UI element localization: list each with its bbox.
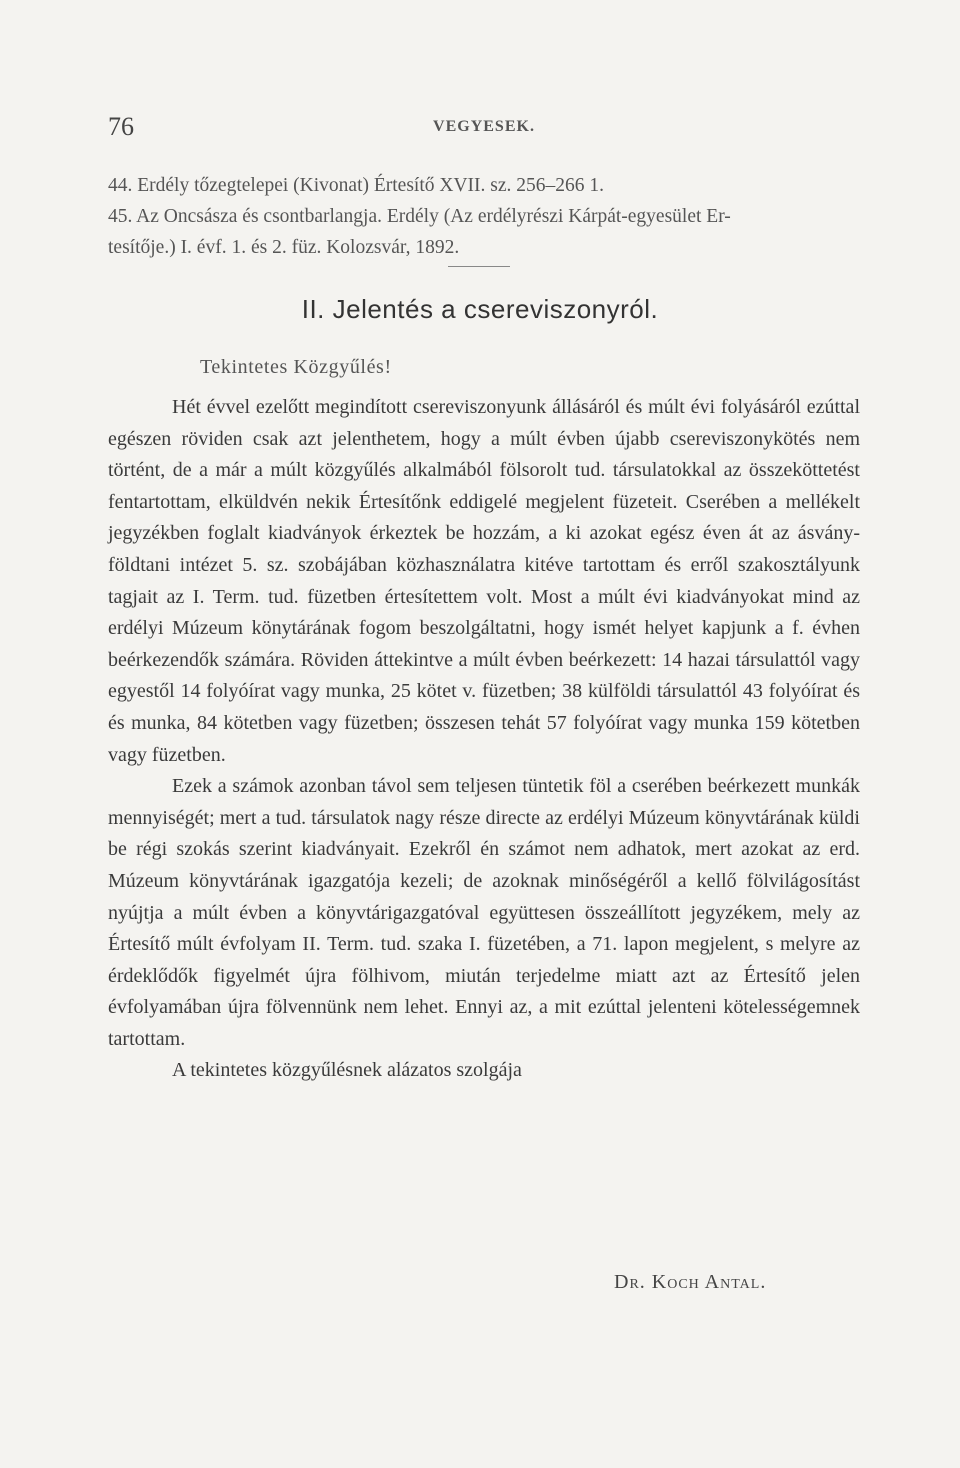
report-body [108,392,860,1087]
reference-item: 44. Erdély tőzegtelepei (Kivonat) Értesítő XVII. sz. 256–266 1. [108,175,605,196]
signature: Dr. Koch Antal. [614,1271,767,1293]
paragraph: Hét évvel ezelőtt megindított csereviszonyunk állásáról és múlt évi folyásáról ezúttal egészen röviden csak azt jelenthetem, hogy a múlt évben újabb csereviszonykötés nem történt, de a már a múlt közgyűlés alkalmából fölsorolt tud. társulatokkal az összeköttetést fentartottam, elküldvén nekik Értesítőnk eddigelé megjelent füzeteit. Cserében a mellékelt jegyzékben foglalt kiadványok érkeztek be hozzám, a ki azokat egész éven át az ásvány-földtani intézet 5. sz. szobájában közhasználatra kitéve tartottam és erről szakosztályunk tagjait az I. Term. tud. füzetben értesítettem volt. Most a múlt évi kiadványokat mind az erdélyi Múzeum könytárának fogom beszolgáltatni, hogy ismét helyet kapjunk a f. évhen beérkezendők számára. Röviden áttekintve a múlt évben beérkezett: 14 hazai társulattól vagy egyestől 14 folyóírat vagy munka, 25 kötet v. füzetben; 38 külföldi társulattól 43 folyóírat és és munka, 84 kötetben vagy füzetben; összesen tehát 57 folyóírat vagy munka 159 kötetben vagy füzetben. [108,396,860,766]
section-divider [448,266,510,267]
reference-list [108,170,860,263]
paragraph: Ezek a számok azonban távol sem teljesen tüntetik föl a cserében beérkezett munkák mennyiségét; mert a tud. társulatok nagy része directe az erdélyi Múzeum könyvtárának küldi be régi szokás szerint kiadványait. Ezekről én számot nem adhatok, mert azokat az erd. Múzeum könyvtárának igazgatója kezeli; de azoknak minőségéről a kellő fölvilágosítást nyújtja a múlt évben a könyvtárigazgatóval együttesen összeállított jegyzékem, mely az Értesítő múlt évfolyam II. Term. tud. szaka I. füzetében, a 71. lapon megjelent, s melyre az érdeklődők figyelmét újra fölhivom, miután terjedelme miatt azt az Értesítő jelen évfolyamában újra fölvennünk nem lehet. Ennyi az, a mit ezúttal jelenteni kötelességemnek tartottam. [108,775,860,1050]
salutation: Tekintetes Közgyűlés! [200,356,392,378]
closing-line: A tekintetes közgyűlésnek alázatos szolgája [172,1059,522,1082]
section-title: II. Jelentés a csereviszonyról. [301,294,659,324]
reference-item: 45. Az Oncsásza és csontbarlangja. Erdély (Az erdélyrészi Kárpát-egyesület Er- tesítője.) I. évf. 1. és 2. füz. Kolozsvár, 1892. [108,206,731,258]
running-head: VEGYESEK. [433,118,535,135]
page-header [108,112,860,148]
page-number: 76 [108,112,134,141]
